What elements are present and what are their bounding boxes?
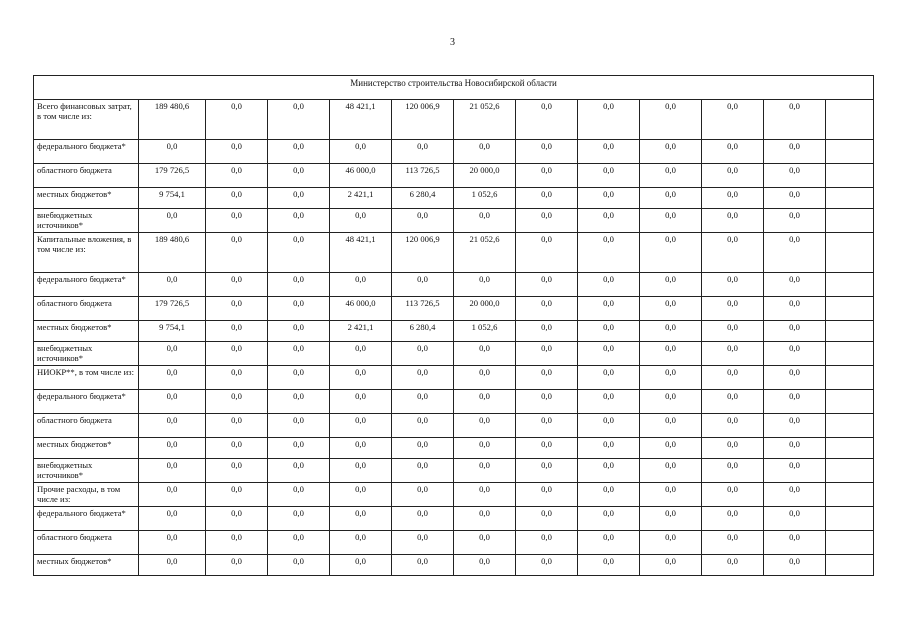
value-cell: 0,0	[206, 459, 268, 483]
row-label: областного бюджета	[34, 164, 139, 188]
value-cell: 0,0	[268, 233, 330, 273]
value-cell: 2 421,1	[330, 188, 392, 209]
value-cell: 0,0	[702, 342, 764, 366]
row-label: Прочие расходы, в том числе из:	[34, 483, 139, 507]
value-cell: 0,0	[392, 414, 454, 438]
empty-cell	[826, 233, 874, 273]
row-label: местных бюджетов*	[34, 321, 139, 342]
value-cell: 0,0	[330, 438, 392, 459]
value-cell: 0,0	[702, 507, 764, 531]
empty-cell	[826, 483, 874, 507]
value-cell: 9 754,1	[139, 321, 206, 342]
value-cell: 0,0	[516, 483, 578, 507]
value-cell: 0,0	[268, 459, 330, 483]
value-cell: 0,0	[139, 140, 206, 164]
value-cell: 0,0	[702, 233, 764, 273]
value-cell: 0,0	[139, 342, 206, 366]
value-cell: 0,0	[516, 342, 578, 366]
value-cell: 0,0	[268, 483, 330, 507]
value-cell: 0,0	[268, 188, 330, 209]
value-cell: 1 052,6	[454, 321, 516, 342]
table-row	[34, 164, 874, 188]
value-cell: 20 000,0	[454, 297, 516, 321]
value-cell: 0,0	[640, 164, 702, 188]
value-cell: 0,0	[268, 297, 330, 321]
value-cell: 0,0	[764, 414, 826, 438]
value-cell: 0,0	[702, 100, 764, 140]
row-label: областного бюджета	[34, 297, 139, 321]
value-cell: 0,0	[764, 531, 826, 555]
value-cell: 0,0	[702, 555, 764, 576]
value-cell: 0,0	[139, 209, 206, 233]
value-cell: 0,0	[516, 140, 578, 164]
row-label: внебюджетных источников*	[34, 209, 139, 233]
value-cell: 0,0	[640, 390, 702, 414]
value-cell: 0,0	[139, 531, 206, 555]
value-cell: 0,0	[139, 555, 206, 576]
value-cell: 0,0	[392, 390, 454, 414]
table-row	[34, 414, 874, 438]
value-cell: 0,0	[454, 209, 516, 233]
table-row	[34, 483, 874, 507]
value-cell: 0,0	[764, 233, 826, 273]
value-cell: 0,0	[206, 321, 268, 342]
value-cell: 0,0	[702, 321, 764, 342]
empty-cell	[826, 459, 874, 483]
value-cell: 20 000,0	[454, 164, 516, 188]
table-row	[34, 209, 874, 233]
table-row	[34, 100, 874, 140]
value-cell: 0,0	[454, 555, 516, 576]
value-cell: 46 000,0	[330, 164, 392, 188]
value-cell: 179 726,5	[139, 164, 206, 188]
value-cell: 0,0	[764, 366, 826, 390]
value-cell: 0,0	[268, 100, 330, 140]
value-cell: 0,0	[206, 209, 268, 233]
value-cell: 0,0	[578, 188, 640, 209]
value-cell: 0,0	[206, 531, 268, 555]
row-label: местных бюджетов*	[34, 555, 139, 576]
value-cell: 0,0	[268, 507, 330, 531]
value-cell: 0,0	[330, 459, 392, 483]
value-cell: 189 480,6	[139, 233, 206, 273]
row-label: местных бюджетов*	[34, 438, 139, 459]
value-cell: 0,0	[578, 414, 640, 438]
value-cell: 0,0	[640, 531, 702, 555]
value-cell: 21 052,6	[454, 233, 516, 273]
empty-cell	[826, 321, 874, 342]
value-cell: 0,0	[206, 273, 268, 297]
row-label: внебюджетных источников*	[34, 459, 139, 483]
value-cell: 0,0	[392, 459, 454, 483]
value-cell: 0,0	[516, 297, 578, 321]
funding-table	[33, 75, 874, 576]
value-cell: 0,0	[578, 438, 640, 459]
value-cell: 0,0	[764, 297, 826, 321]
value-cell: 120 006,9	[392, 100, 454, 140]
value-cell: 0,0	[516, 164, 578, 188]
value-cell: 46 000,0	[330, 297, 392, 321]
value-cell: 0,0	[516, 507, 578, 531]
empty-cell	[826, 100, 874, 140]
row-label: НИОКР**, в том числе из:	[34, 366, 139, 390]
value-cell: 0,0	[516, 321, 578, 342]
value-cell: 0,0	[578, 390, 640, 414]
value-cell: 0,0	[454, 390, 516, 414]
value-cell: 0,0	[206, 164, 268, 188]
value-cell: 0,0	[578, 507, 640, 531]
value-cell: 0,0	[578, 555, 640, 576]
value-cell: 0,0	[454, 273, 516, 297]
value-cell: 0,0	[268, 531, 330, 555]
value-cell: 0,0	[330, 483, 392, 507]
empty-cell	[826, 507, 874, 531]
value-cell: 6 280,4	[392, 188, 454, 209]
table-row	[34, 297, 874, 321]
empty-cell	[826, 297, 874, 321]
table-row	[34, 273, 874, 297]
value-cell: 0,0	[268, 438, 330, 459]
value-cell: 0,0	[206, 507, 268, 531]
value-cell: 0,0	[578, 321, 640, 342]
value-cell: 0,0	[578, 273, 640, 297]
value-cell: 0,0	[454, 483, 516, 507]
value-cell: 0,0	[764, 459, 826, 483]
page-number: 3	[450, 37, 455, 48]
table-row	[34, 531, 874, 555]
value-cell: 0,0	[640, 366, 702, 390]
value-cell: 0,0	[640, 188, 702, 209]
value-cell: 48 421,1	[330, 233, 392, 273]
value-cell: 0,0	[330, 390, 392, 414]
value-cell: 21 052,6	[454, 100, 516, 140]
value-cell: 0,0	[640, 233, 702, 273]
value-cell: 0,0	[640, 507, 702, 531]
value-cell: 0,0	[268, 321, 330, 342]
value-cell: 0,0	[516, 390, 578, 414]
value-cell: 0,0	[578, 164, 640, 188]
value-cell: 0,0	[702, 297, 764, 321]
value-cell: 0,0	[392, 555, 454, 576]
empty-cell	[826, 390, 874, 414]
value-cell: 0,0	[392, 531, 454, 555]
value-cell: 0,0	[702, 273, 764, 297]
value-cell: 0,0	[764, 188, 826, 209]
value-cell: 0,0	[268, 390, 330, 414]
value-cell: 0,0	[516, 438, 578, 459]
row-label: федерального бюджета*	[34, 390, 139, 414]
row-label: федерального бюджета*	[34, 140, 139, 164]
value-cell: 0,0	[206, 188, 268, 209]
value-cell: 0,0	[454, 342, 516, 366]
table-row	[34, 507, 874, 531]
value-cell: 0,0	[206, 366, 268, 390]
value-cell: 0,0	[454, 414, 516, 438]
value-cell: 0,0	[268, 366, 330, 390]
value-cell: 0,0	[578, 140, 640, 164]
value-cell: 0,0	[516, 188, 578, 209]
value-cell: 0,0	[268, 209, 330, 233]
value-cell: 0,0	[139, 438, 206, 459]
value-cell: 0,0	[578, 233, 640, 273]
value-cell: 0,0	[206, 233, 268, 273]
value-cell: 0,0	[206, 483, 268, 507]
value-cell: 0,0	[702, 414, 764, 438]
value-cell: 0,0	[454, 459, 516, 483]
row-label: областного бюджета	[34, 414, 139, 438]
value-cell: 0,0	[702, 438, 764, 459]
value-cell: 0,0	[139, 366, 206, 390]
row-label: Капитальные вложения, в том числе из:	[34, 233, 139, 273]
value-cell: 0,0	[764, 555, 826, 576]
value-cell: 179 726,5	[139, 297, 206, 321]
empty-cell	[826, 188, 874, 209]
value-cell: 0,0	[640, 483, 702, 507]
value-cell: 0,0	[764, 273, 826, 297]
table-row	[34, 555, 874, 576]
value-cell: 0,0	[578, 100, 640, 140]
value-cell: 0,0	[640, 414, 702, 438]
value-cell: 0,0	[330, 209, 392, 233]
value-cell: 0,0	[702, 459, 764, 483]
value-cell: 0,0	[330, 507, 392, 531]
empty-cell	[826, 414, 874, 438]
value-cell: 0,0	[392, 140, 454, 164]
value-cell: 0,0	[330, 342, 392, 366]
value-cell: 120 006,9	[392, 233, 454, 273]
table-row	[34, 233, 874, 273]
value-cell: 0,0	[702, 483, 764, 507]
value-cell: 0,0	[764, 209, 826, 233]
value-cell: 0,0	[578, 342, 640, 366]
value-cell: 0,0	[454, 438, 516, 459]
value-cell: 0,0	[702, 164, 764, 188]
value-cell: 6 280,4	[392, 321, 454, 342]
row-label: внебюджетных источников*	[34, 342, 139, 366]
value-cell: 0,0	[206, 297, 268, 321]
row-label: федерального бюджета*	[34, 507, 139, 531]
table-row	[34, 188, 874, 209]
value-cell: 0,0	[516, 273, 578, 297]
value-cell: 0,0	[268, 414, 330, 438]
value-cell: 0,0	[206, 438, 268, 459]
value-cell: 0,0	[764, 342, 826, 366]
value-cell: 189 480,6	[139, 100, 206, 140]
value-cell: 0,0	[454, 366, 516, 390]
value-cell: 0,0	[640, 321, 702, 342]
value-cell: 0,0	[764, 140, 826, 164]
value-cell: 0,0	[640, 100, 702, 140]
table-row	[34, 321, 874, 342]
value-cell: 0,0	[578, 483, 640, 507]
value-cell: 0,0	[330, 531, 392, 555]
value-cell: 0,0	[516, 100, 578, 140]
value-cell: 0,0	[139, 507, 206, 531]
empty-cell	[826, 531, 874, 555]
value-cell: 0,0	[139, 390, 206, 414]
table-row	[34, 438, 874, 459]
value-cell: 0,0	[702, 140, 764, 164]
value-cell: 0,0	[330, 555, 392, 576]
value-cell: 0,0	[206, 414, 268, 438]
value-cell: 113 726,5	[392, 164, 454, 188]
empty-cell	[826, 366, 874, 390]
value-cell: 0,0	[764, 164, 826, 188]
value-cell: 0,0	[516, 531, 578, 555]
table-row	[34, 342, 874, 366]
value-cell: 0,0	[268, 140, 330, 164]
value-cell: 0,0	[516, 366, 578, 390]
row-label: местных бюджетов*	[34, 188, 139, 209]
value-cell: 0,0	[702, 209, 764, 233]
value-cell: 0,0	[764, 100, 826, 140]
value-cell: 113 726,5	[392, 297, 454, 321]
value-cell: 0,0	[454, 531, 516, 555]
empty-cell	[826, 438, 874, 459]
value-cell: 2 421,1	[330, 321, 392, 342]
value-cell: 0,0	[640, 438, 702, 459]
value-cell: 0,0	[764, 438, 826, 459]
value-cell: 0,0	[640, 297, 702, 321]
value-cell: 0,0	[578, 366, 640, 390]
value-cell: 48 421,1	[330, 100, 392, 140]
value-cell: 0,0	[392, 366, 454, 390]
empty-cell	[826, 555, 874, 576]
value-cell: 0,0	[268, 164, 330, 188]
value-cell: 0,0	[764, 507, 826, 531]
value-cell: 0,0	[268, 555, 330, 576]
value-cell: 0,0	[702, 366, 764, 390]
value-cell: 0,0	[764, 321, 826, 342]
value-cell: 0,0	[640, 555, 702, 576]
empty-cell	[826, 209, 874, 233]
value-cell: 1 052,6	[454, 188, 516, 209]
table-row	[34, 366, 874, 390]
value-cell: 0,0	[454, 507, 516, 531]
value-cell: 0,0	[640, 459, 702, 483]
value-cell: 0,0	[330, 414, 392, 438]
empty-cell	[826, 342, 874, 366]
value-cell: 0,0	[268, 342, 330, 366]
value-cell: 0,0	[392, 273, 454, 297]
value-cell: 0,0	[206, 555, 268, 576]
value-cell: 0,0	[139, 273, 206, 297]
row-label: федерального бюджета*	[34, 273, 139, 297]
value-cell: 0,0	[206, 390, 268, 414]
value-cell: 0,0	[139, 459, 206, 483]
value-cell: 0,0	[516, 459, 578, 483]
value-cell: 0,0	[516, 233, 578, 273]
empty-cell	[826, 164, 874, 188]
value-cell: 0,0	[330, 140, 392, 164]
row-label: Всего финансовых затрат, в том числе из:	[34, 100, 139, 140]
ministry-header: Министерство строительства Новосибирской области	[34, 76, 874, 100]
value-cell: 0,0	[702, 188, 764, 209]
value-cell: 0,0	[578, 531, 640, 555]
value-cell: 0,0	[578, 459, 640, 483]
table-row	[34, 140, 874, 164]
value-cell: 0,0	[578, 297, 640, 321]
value-cell: 0,0	[392, 342, 454, 366]
value-cell: 0,0	[392, 209, 454, 233]
value-cell: 0,0	[640, 342, 702, 366]
value-cell: 0,0	[640, 209, 702, 233]
table-row	[34, 390, 874, 414]
value-cell: 9 754,1	[139, 188, 206, 209]
value-cell: 0,0	[702, 390, 764, 414]
table-row	[34, 459, 874, 483]
value-cell: 0,0	[516, 209, 578, 233]
value-cell: 0,0	[206, 100, 268, 140]
value-cell: 0,0	[392, 438, 454, 459]
row-label: областного бюджета	[34, 531, 139, 555]
value-cell: 0,0	[330, 366, 392, 390]
table-header-row	[34, 76, 874, 100]
value-cell: 0,0	[764, 483, 826, 507]
value-cell: 0,0	[516, 414, 578, 438]
value-cell: 0,0	[139, 414, 206, 438]
value-cell: 0,0	[139, 483, 206, 507]
value-cell: 0,0	[330, 273, 392, 297]
value-cell: 0,0	[764, 390, 826, 414]
value-cell: 0,0	[516, 555, 578, 576]
value-cell: 0,0	[640, 273, 702, 297]
value-cell: 0,0	[578, 209, 640, 233]
empty-cell	[826, 140, 874, 164]
value-cell: 0,0	[268, 273, 330, 297]
value-cell: 0,0	[454, 140, 516, 164]
empty-cell	[826, 273, 874, 297]
value-cell: 0,0	[392, 507, 454, 531]
value-cell: 0,0	[392, 483, 454, 507]
value-cell: 0,0	[702, 531, 764, 555]
value-cell: 0,0	[206, 342, 268, 366]
value-cell: 0,0	[206, 140, 268, 164]
value-cell: 0,0	[640, 140, 702, 164]
